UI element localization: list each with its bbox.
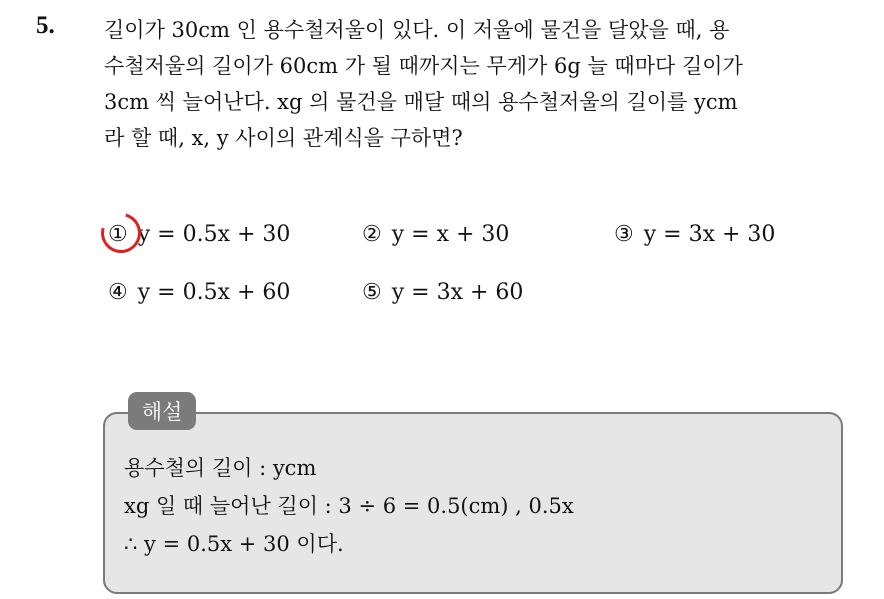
choice-expression: y = 3x + 60 [391,280,524,305]
solution-line: 용수철의 길이 : ycm [124,456,317,480]
choice-expression: y = 0.5x + 30 [137,222,291,247]
choice-mark: ③ [614,222,634,247]
solution-line: ∴ y = 0.5x + 30 이다. [124,532,344,556]
solution-tab: 해설 [128,392,196,430]
question-line: 3cm 씩 늘어난다. xg 의 물건을 매달 때의 용수철저울의 길이를 ycm [104,90,738,114]
choice-expression: y = 3x + 30 [643,222,776,247]
choice-mark: ② [362,222,382,247]
question-line: 수철저울의 길이가 60cm 가 될 때까지는 무게가 6g 늘 때마다 길이가 [104,54,743,78]
choice-expression: y = x + 30 [391,222,510,247]
question-number: 5. [36,12,55,39]
choice-mark: ① [108,222,128,247]
choice-4[interactable] [108,280,290,305]
choice-expression: y = 0.5x + 60 [137,280,291,305]
question-line: 길이가 30cm 인 용수철저울이 있다. 이 저울에 물건을 달았을 때, 용 [104,18,730,42]
question-text [104,12,874,156]
choice-5[interactable] [362,280,523,305]
choice-2[interactable] [362,222,509,247]
choice-3[interactable] [614,222,775,247]
solution-line: xg 일 때 늘어난 길이 : 3 ÷ 6 = 0.5(cm) , 0.5x [124,494,574,518]
choice-mark: ④ [108,280,128,305]
question-line: 라 할 때, x, y 사이의 관계식을 구하면? [104,126,463,150]
choice-mark: ⑤ [362,280,382,305]
answer-circle-icon [94,206,149,261]
